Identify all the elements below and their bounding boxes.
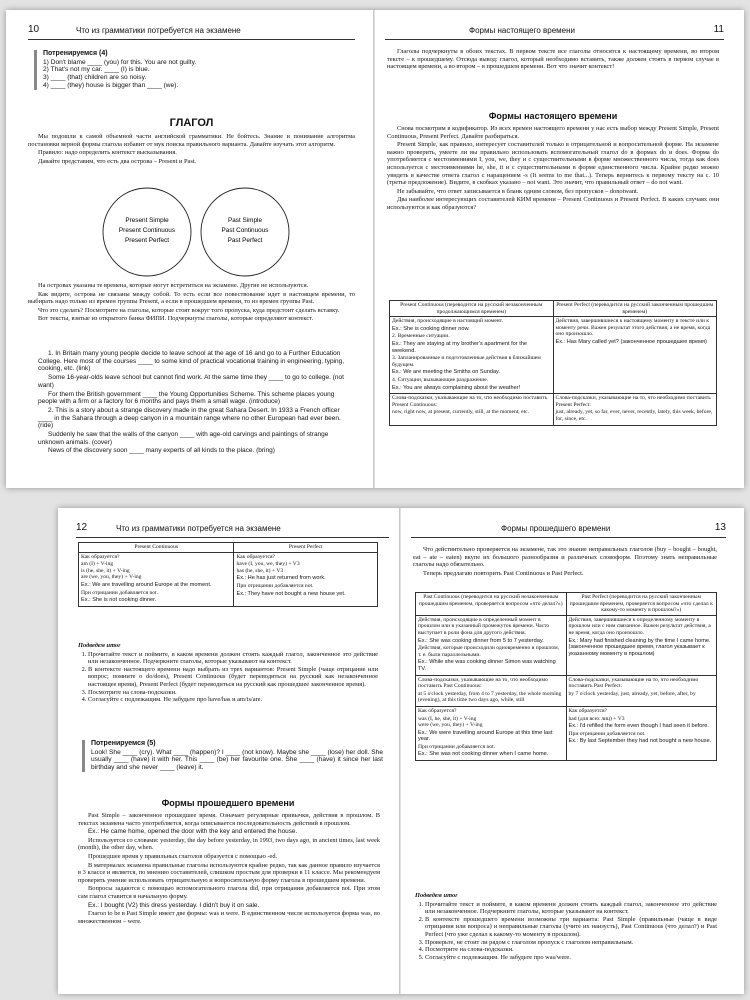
paragraph: Прошедшее время у правильных глаголов образуется с помощью -ed. xyxy=(88,852,278,860)
cell-formula: has (he, she, it) + V3 xyxy=(236,567,284,574)
cell-text: 4. Ситуации, вызывающие раздражение. xyxy=(392,376,489,383)
page-13 xyxy=(401,508,744,994)
past-tenses-table xyxy=(415,592,717,761)
paragraph: Используется со словами: yesterday, the day before yesterday, in 1993, two days ago, in ancient times, last week (month), the other day, when. xyxy=(78,836,380,852)
paragraph: Мы подошли к самой объемной части английской грамматики. Не бойтесь. Знание и понимание алгоритма постановки верной формы глагола избавит от мук поиска правильного варианта. Давайте изучать этот алгоритм. xyxy=(28,133,355,148)
cell-example: Ex.: We are meeting the Smiths on Sunday. xyxy=(392,369,500,376)
section-heading-past: Формы прошедшего времени xyxy=(161,798,295,808)
cell-text: Действия, завершившиеся к определенному моменту в прошлом или с ним связанное. Важен результат действия, а не время, когда оно произошло. xyxy=(568,616,711,636)
cell-text: just, already, yet, so far, ever, never, recently, lately, this week, before, for, since, etc. xyxy=(555,409,713,422)
cell-text: 3. Запланированные и подготовленные действия в ближайшем будущем. xyxy=(392,355,541,368)
cell-example: Ex.: I'd refilled the form even though I had seen it before. xyxy=(568,723,709,730)
table-row xyxy=(390,394,717,425)
running-head-title: Формы прошедшего времени xyxy=(501,524,611,533)
practice-item: 4) ____ (they) house is bigger than ____ (we). xyxy=(43,81,179,89)
running-head xyxy=(411,522,726,536)
cell-example: Ex.: Mary had finished cleaning by the time I came home. (законченное прошедшее время, глагол указывает к указанному моменту в прошлом) xyxy=(568,637,711,657)
past-perfect-label: Past Perfect xyxy=(227,237,263,244)
table-header: Present Continuous xyxy=(79,543,234,553)
cell-example: Ex.: She is not cooking dinner. xyxy=(81,597,157,604)
cell-example: Ex.: She was cooking dinner from 5 to 7 yesterday. xyxy=(418,637,544,644)
cell-example: Ex.: Has Mary called yet? (законченное прошедшее время) xyxy=(555,338,707,345)
running-head-title: Формы настоящего времени xyxy=(469,26,576,35)
islands-diagram xyxy=(101,186,291,278)
cell-text: by 7 o'clock yesterday, just, already, yet, before, after, by xyxy=(568,690,696,697)
running-head xyxy=(76,522,389,536)
page-number: 10 xyxy=(28,24,40,35)
past-simple-label: Past Simple xyxy=(227,217,263,224)
summary-title: Подведем итог xyxy=(415,892,458,899)
cell-example: Ex.: We were travelling around Europe at this time last year. xyxy=(418,729,553,743)
table-header: Present Perfect xyxy=(234,543,378,553)
paragraph: Глагол to be в Past Simple имеет две формы: was и were. В единственном числе используется форма was, во множественном – were. xyxy=(78,910,380,925)
cell-text: now, right now, at present, currently, still, at the moment, etc. xyxy=(392,409,530,416)
cell-text: Действия, завершившиеся к настоящему моменту в тексте или к моменту речи. Важен результат этого действия, а не время, когда оно произошло. xyxy=(555,318,711,338)
present-continuous-label: Present Continuous xyxy=(118,227,176,234)
practice-title: Потренируемся (5) xyxy=(91,740,156,747)
running-head xyxy=(385,24,724,38)
exercise-line: News of the discovery soon ____ many experts of all kinds to the place. (bring) xyxy=(48,447,275,455)
paragraph: Что действительно проверяется на экзамене, так это знание неправильных глаголов (buy – bought – bought, eat – ate – eaten) вкупе их большого разнообразия и различных словоформ. Поэтому знать неправильные глаголы надо обязательно. xyxy=(413,546,717,569)
paragraph: Как видите, острова не связаны между собой. То есть если все повествование идет в настоящем времени, то выбирать надо только из времен группы Present, а если в прошедшем времени, то из времен группы Past. xyxy=(28,290,355,306)
cell-text: Действия, происходящие в определенный момент в прошлом или в указанный промежуток времени. Часто выступает в роли фона для другого действия. xyxy=(418,616,550,636)
practice-item: 3) ____ (that) children are so noisy. xyxy=(43,74,147,82)
paragraph: Не забывайте, что ответ записывается в бланк одним словом, без пропусков – donotwant. xyxy=(397,187,639,195)
present-tenses-table-wrap xyxy=(389,300,717,426)
cell-formula: were (we, you, they) + V-ing xyxy=(418,722,483,729)
context-text xyxy=(387,48,719,72)
summary-block xyxy=(78,642,378,704)
cell-formula: had (для всех лиц) + V3 xyxy=(568,715,625,722)
summary-item: 3. Проверьте, не стоит ли рядом с глаголом пропуск с глаголом неправильным. xyxy=(425,939,717,947)
summary-item: 3. Посмотрите на слова-подсказки. xyxy=(88,689,378,697)
cell-text: При отрицании добавляется not. xyxy=(81,589,159,596)
cell-example: Ex.: They are staying at my brother's apartment for the weekend. xyxy=(392,340,527,354)
present-forms-table-wrap xyxy=(78,542,378,607)
paragraph: Вопросы задаются с помощью вспомогательного глагола did, при отрицании добавляется not. При этом сам глагол ставится в начальную форму. xyxy=(78,885,380,900)
cell-text: При отрицании добавляется not. xyxy=(236,582,314,589)
exercise-line: 1. In Britain many young people decide to leave school at the age of 16 and go to a Further Education College. Here most of the courses ____ to some kind of practical vocational training in engineering, typing, cooking, etc. (link) xyxy=(38,350,345,373)
summary-item: 4. Посмотрите на слова-подсказки. xyxy=(425,946,717,954)
present-forms-table xyxy=(78,542,378,607)
table-row xyxy=(416,706,717,760)
cell-formula: is (he, she, it) + V-ing xyxy=(81,567,130,574)
paragraph: Past Simple – законченное прошедшее время. Означает регулярные привычки, действия в прошлом. В текстах экзамена часто употребляется, когда описывается последовательность действий в прошлом. xyxy=(78,812,380,827)
header-rule xyxy=(385,39,724,40)
summary-block xyxy=(415,892,717,961)
cell-formula: have (I, you, we, they) + V3 xyxy=(236,561,300,568)
cell-example: Ex.: You are always complaining about the weather! xyxy=(392,384,521,391)
exercise-line: 2. This is a story about a strange discovery made in the great Sahara Desert. In 1933 a French officer ____ in the Sahara through a deep canyon in a mountain range where no other European had ever been. (ride) xyxy=(38,406,341,430)
practice-item: 1) Don't blame ____ (you) for this. You are not guilty. xyxy=(43,58,197,66)
cell-text: Как образуется? xyxy=(418,707,457,714)
paragraph: Что это сделать? Посмотрите на глаголы, которые стоят вокруг того пропуска, куда предстоит сделать вставку. xyxy=(38,306,340,314)
paragraph: Вот тексты, взятые из открытого банка ФИПИ. Подчеркнуты глаголы, которые определяют контекст. xyxy=(38,315,314,323)
exercise-line: For them the British government ____ the Young Opportunities Scheme. This scheme places young people with a firm or a factory for 6 months and pays them a small wage. (introduce) xyxy=(38,390,335,406)
cell-text: Как образуется? xyxy=(81,553,120,560)
bottom-spread xyxy=(58,508,744,994)
summary-item: 1. Прочитайте текст и поймите, в каком времени должен стоять каждый глагол, законченное это действие или незаконченное. Подчеркните глаголы, которые указывают на контекст. xyxy=(88,651,378,666)
paragraph: Present Simple, как правило, интересует составителей только в отрицательной и вопросительной форме. На экзамене важно проверить, умеете ли вы правильно использовать вспомогательный глагол do в формах do и does. Форма do употребляется с местоимениями I, you, we, they и с существительными в форме множественного числа, тогда как does используется с местоимениями he, she, it и с существительными в форме единственного числа. Крайне редко можно увидеть в качестве ответа глагол с наращением -s (It seems to me that...). Теперь вернитесь к первому тексту на с. 10 (третье предложение). Видите, в скобках указано – not want. Это значит, что правильный ответ – do not want. xyxy=(387,141,719,187)
present-perfect-label: Present Perfect xyxy=(124,237,170,244)
cell-formula: was (I, he, she, it) + V-ing xyxy=(418,715,477,722)
summary-item: 2. В контексте прошедшего времени возможны три варианта: Past Simple (правильные (чаще в виде отрицания или вопроса) и неправильные глаголы (учите их наизусть), Past Continuous (что делал?) и Past Perfect (что уже сделал к какому-то моменту в прошлом). xyxy=(425,916,717,939)
paragraph: На островах указаны те времена, которые могут встретиться на экзамене. Другие не используются. xyxy=(38,282,309,289)
header-rule xyxy=(411,537,726,538)
table-header: Present Perfect (переводится на русский законченным прошедшим временем) xyxy=(553,301,717,317)
table-row xyxy=(79,552,378,606)
table-header: Past Perfect (переводится на русский законченным прошедшим временем, проверяется вопросом «что сделал к какому-то моменту в прошлом?») xyxy=(566,593,717,616)
header-rule xyxy=(28,39,355,40)
past-forms-text xyxy=(78,812,380,926)
cell-text: Слова-подсказки, указывающие на то, что необходимо поставить Present Perfect: xyxy=(555,395,711,408)
summary-item: 1. Прочитайте текст и поймите, в каком времени должен стоять каждый глагол, законченное это действие или незаконченное. Подчеркните глаголы, которые указывают на контекст. xyxy=(425,901,717,916)
cell-formula: am (I) + V-ing xyxy=(81,561,114,568)
intro-text xyxy=(28,133,355,166)
cell-example: Ex.: By last September they had not bought a new house. xyxy=(568,738,712,745)
paragraph: Правило: надо определить контекст высказывания. xyxy=(38,149,177,157)
section-heading-present: Формы настоящего времени xyxy=(488,111,618,121)
paragraph: Два наиболее интересующих составителей КИМ времени – Present Continuous и Present Perfect. В каких случаях они используются и как образуются? xyxy=(387,196,719,211)
table-header: Past Continuous (переводится на русский незаконченным прошедшим временем, проверяется вопросом «что делал?») xyxy=(416,593,567,616)
cell-text: Как образуется? xyxy=(568,707,608,714)
cell-text: 2. Временные ситуации. xyxy=(392,333,450,340)
cell-example: Ex.: He has just returned from work. xyxy=(236,575,326,582)
example-line: Ex.: I bought (V2) this dress yesterday. I didn't buy it on sale. xyxy=(88,901,260,909)
cell-example: Ex.: While she was cooking dinner Simon was watching TV. xyxy=(418,659,556,672)
irregular-verbs-text xyxy=(413,546,717,578)
cell-example: Ex.: She was not cooking dinner when I came home. xyxy=(418,751,549,758)
present-simple-label: Present Simple xyxy=(125,217,169,224)
cell-formula: are (we, you, they) + V-ing xyxy=(81,574,142,581)
page-10 xyxy=(6,10,373,488)
table-row xyxy=(390,317,717,394)
cell-text: Слова-подсказки, указывающие на то, что необходимо поставить Present Continuous: xyxy=(392,395,548,408)
page-number: 11 xyxy=(713,24,724,35)
cell-text: Действия, которые происходили одновременно в прошлом, т. е. были параллельными. xyxy=(418,645,560,658)
table-row xyxy=(416,615,717,675)
page-number: 13 xyxy=(714,522,726,533)
present-tenses-table xyxy=(389,300,717,426)
cell-example: Ex.: We are travelling around Europe at the moment. xyxy=(81,581,212,588)
top-spread xyxy=(6,10,744,488)
cell-text: Действия, происходящие в настоящий момент. xyxy=(392,318,504,325)
paragraph: Глаголы подчеркнуты в обоих текстах. В первом тексте все глаголы относятся к настоящему времени, во втором тексте – к прошедшему. Отсюда вывод: глагол, который необходимо вставить, также должен стоять в первом случае в настоящем времени, а во втором – в прошедшем времени. Вот что значит контекст! xyxy=(387,48,719,71)
running-head xyxy=(28,24,355,38)
exercise-line: Suddenly he saw that the walls of the canyon ____ with age-old carvings and paintings of strange unknown animals. (cover) xyxy=(38,431,329,446)
cell-text: Слова-подсказки, указывающие на то, что необходимо поставить Past Perfect: xyxy=(568,676,699,690)
section-heading-verb: ГЛАГОЛ xyxy=(169,117,214,129)
paragraph: Снова посмотрим в кодификатор. Из всех времен настоящего времени у нас есть выбор между Present Simple, Present Continuous, Present Perfect. Давайте разбираться. xyxy=(387,125,719,140)
summary-item: 2. В контексте настоящего времени надо выбрать из трех вариантов: Present Simple (чаще отрицание или вопрос; помните о do/does), Present Continuous (будет переводиться на русский как незаконченное настоящее время), Present Perfect (будет переводиться на русский как прошедшее законченное время). xyxy=(88,666,378,689)
cell-example: Ex.: She is cooking dinner now. xyxy=(392,325,470,332)
paragraph: Теперь предлагаю повторить Past Continuous и Past Perfect. xyxy=(423,569,584,577)
paragraph: В материалах экзамена правильные глаголы используются крайне редко, так как данное правило изучается в 3 классе и является, по мнению составителей, слишком простым для проверки в 11 классе. Мы рекомендуем проверять умение использовать отрицательную и вопросительную форму глагола в прошедшем времени. xyxy=(78,861,380,884)
table-row xyxy=(416,675,717,706)
explanation-text xyxy=(28,282,355,324)
cell-text: at 5 o'clock yesterday, from 4 to 7 yesterday, the whole morning (evening), at this time two days ago, while, still xyxy=(418,690,562,704)
present-forms-text xyxy=(387,125,719,213)
summary-title: Подведем итог xyxy=(78,642,121,649)
summary-item: 4. Согласуйте с подлежащим. Не забудьте про have/has и am/is/are. xyxy=(88,696,378,704)
cell-text: Слова-подсказки, указывающие на то, что необходимо поставить Past Continuous: xyxy=(418,676,548,690)
practice-text: Look! She ____ (cry). What ____ (happen)? I ____ (not know). Maybe she ____ (lose) her doll. She usually ____ (have) it with her. This ____ (be) her favourite one. She ____ (have) it since her last birthday and she never ____ (leave) it. xyxy=(91,748,383,772)
table-header: Present Continuous (переводится на русский незаконченным продолжающимся временем) xyxy=(390,301,554,317)
page-number: 12 xyxy=(76,522,88,533)
header-rule xyxy=(76,537,389,538)
past-tenses-table-wrap xyxy=(415,592,717,761)
example-line: Ex.: He came home, opened the door with the key and entered the house. xyxy=(88,828,298,836)
fipi-texts xyxy=(38,350,348,456)
practice-box-5 xyxy=(82,740,383,772)
cell-text: При отрицании добавляется not. xyxy=(568,730,646,737)
page-11 xyxy=(375,10,744,488)
page-12 xyxy=(58,508,399,994)
practice-box-4 xyxy=(34,50,343,90)
practice-title: Потренируемся (4) xyxy=(43,50,108,57)
past-continuous-label: Past Continuous xyxy=(221,227,269,234)
cell-text: Как образуется? xyxy=(236,553,275,560)
running-head-title: Что из грамматики потребуется на экзамене xyxy=(116,524,281,533)
summary-item: 5. Согласуйте с подлежащим. Не забудьте про was/were. xyxy=(425,954,717,962)
exercise-line: Some 16-year-olds leave school but cannot find work. At the same time they ____ to go to college. (not want) xyxy=(38,374,344,389)
running-head-title: Что из грамматики потребуется на экзамене xyxy=(76,26,241,35)
paragraph: Давайте представим, что есть два острова – Present и Past. xyxy=(38,157,197,165)
cell-example: Ex.: They have not bought a new house yet. xyxy=(236,590,346,597)
cell-text: При отрицании добавляется not. xyxy=(418,743,496,750)
practice-item: 2) That's not my car. ____ (I) is blue. xyxy=(43,66,150,74)
